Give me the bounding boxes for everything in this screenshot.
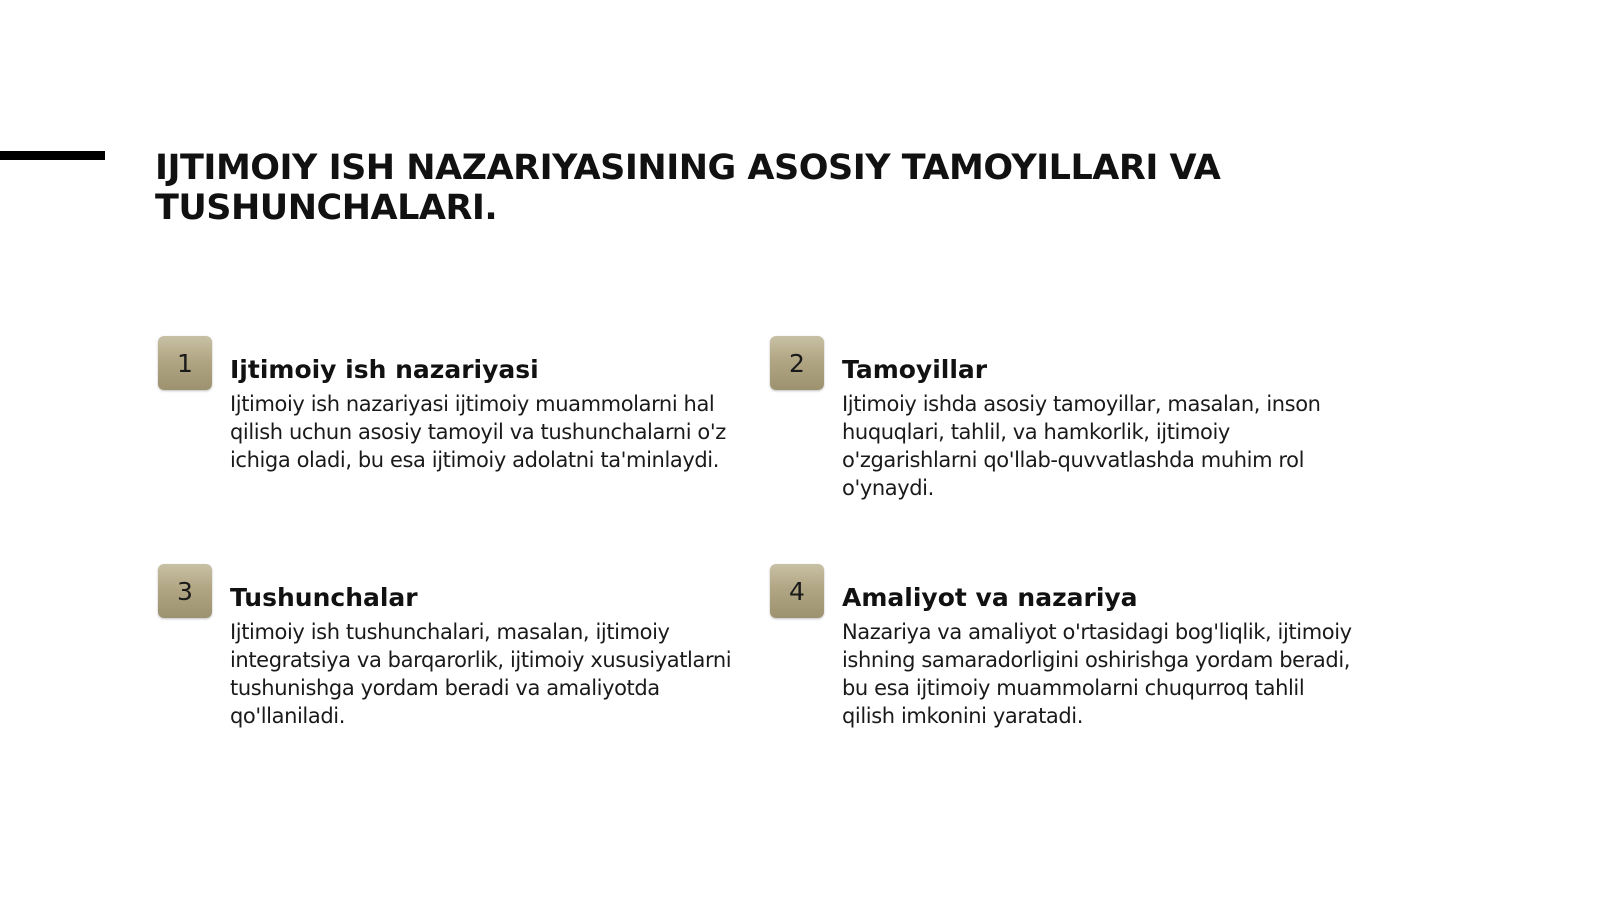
title-accent-bar [0, 151, 105, 160]
item-description: Ijtimoiy ish tushunchalari, masalan, ijtimoiy integratsiya va barqarorlik, ijtimoiy xususiyatlarni tushunishga yordam beradi va amaliyotda qo'llaniladi. [230, 620, 732, 728]
number-badge: 1 [158, 336, 212, 390]
number-badge: 2 [770, 336, 824, 390]
item-title: Tushunchalar [230, 583, 418, 612]
item-title: Tamoyillar [842, 355, 988, 384]
slide-title: IJTIMOIY ISH NAZARIYASINING ASOSIY TAMOYILLARI VA TUSHUNCHALARI. [155, 148, 1221, 228]
item-description: Ijtimoiy ish nazariyasi ijtimoiy muammolarni hal qilish uchun asosiy tamoyil va tushunchalarni o'z ichiga oladi, bu esa ijtimoiy adolatni ta'minlaydi. [230, 392, 726, 472]
item-description: Nazariya va amaliyot o'rtasidagi bog'liqlik, ijtimoiy ishning samaradorligini oshirishga yordam beradi, bu esa ijtimoiy muammolarni chuqurroq tahlil qilish imkonini yaratadi. [842, 620, 1352, 728]
number-badge: 4 [770, 564, 824, 618]
item-description: Ijtimoiy ishda asosiy tamoyillar, masalan, inson huquqlari, tahlil, va hamkorlik, ijtimoiy o'zgarishlarni qo'llab-quvvatlashda muhim rol o'ynaydi. [842, 392, 1321, 500]
item-title: Ijtimoiy ish nazariyasi [230, 355, 539, 384]
number-badge: 3 [158, 564, 212, 618]
item-title: Amaliyot va nazariya [842, 583, 1138, 612]
